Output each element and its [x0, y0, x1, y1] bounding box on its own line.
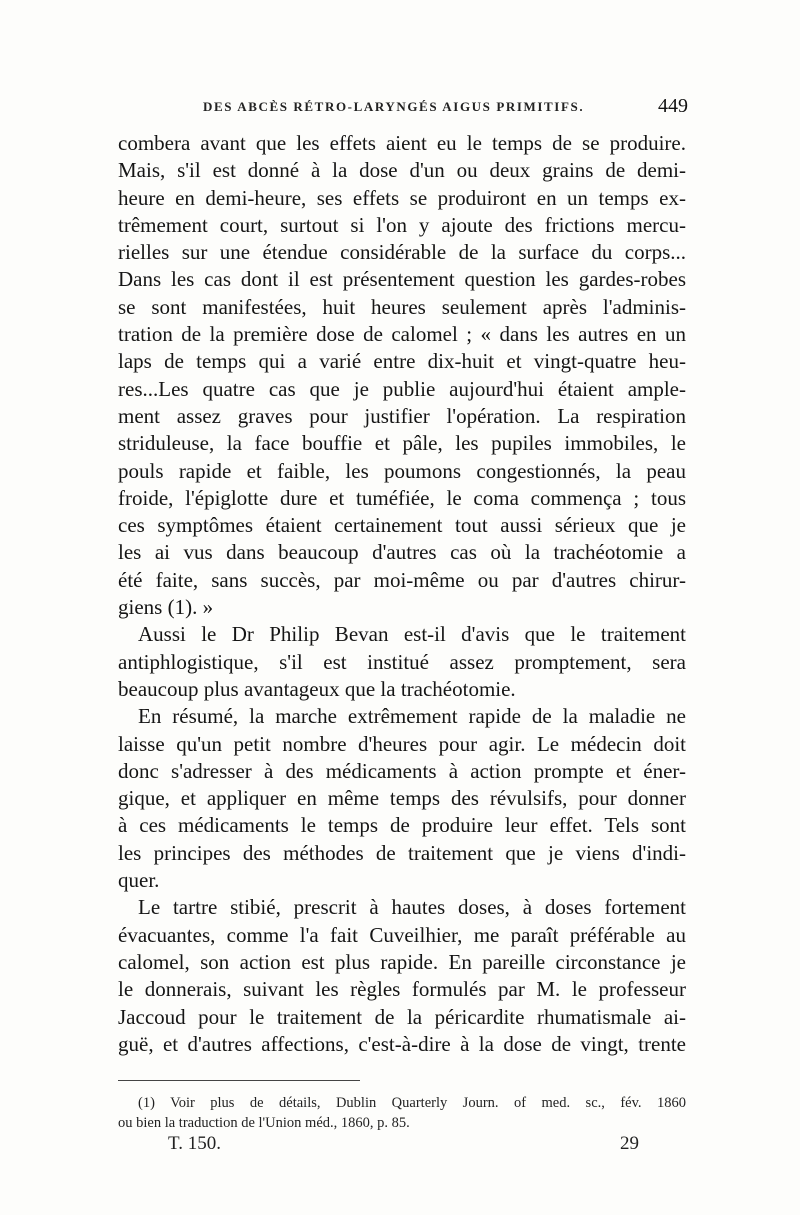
text-line: les principes des méthodes de traitement que je viens d'indi-: [118, 840, 686, 865]
text-line: les ai vus dans beaucoup d'autres cas où la trachéotomie a: [118, 540, 686, 565]
text-line: Jaccoud pour le traitement de la péricardite rhumatismale ai-: [118, 1004, 686, 1029]
text-line: trêmement court, surtout si l'on y ajoute des frictions mercu-: [118, 212, 686, 237]
text-line: res...Les quatre cas que je publie aujourd'hui étaient ample-: [118, 376, 686, 401]
text-line: rielles sur une étendue considérable de la surface du corps...: [118, 240, 686, 265]
footnote-line: (1) Voir plus de détails, Dublin Quarterly Journ. of med. sc., fév. 1860: [138, 1095, 686, 1111]
running-title: DES ABCÈS RÉTRO-LARYNGÉS AIGUS PRIMITIFS.: [203, 99, 585, 114]
text-line: le donnerais, suivant les règles formulés par M. le professeur: [118, 977, 686, 1002]
footnote-line: ou bien la traduction de l'Union méd., 1860, p. 85.: [118, 1115, 410, 1131]
text-line: donc s'adresser à des médicaments à action prompte et éner-: [118, 758, 686, 783]
text-line: guë, et d'autres affections, c'est-à-dire à la dose de vingt, trente: [118, 1031, 686, 1056]
text-line: froide, l'épiglotte dure et tuméfiée, le coma commença ; tous: [118, 485, 686, 510]
text-line: pouls rapide et faible, les poumons congestionnés, la peau: [118, 458, 686, 483]
footnote-rule: [118, 1080, 360, 1081]
text-line: quer.: [118, 868, 160, 893]
text-line: antiphlogistique, s'il est institué assez promptement, sera: [118, 649, 686, 674]
text-line: se sont manifestées, huit heures seulement après l'adminis-: [118, 294, 686, 319]
text-line: laps de temps qui a varié entre dix-huit et vingt-quatre heu-: [118, 349, 686, 374]
text-line: striduleuse, la face bouffie et pâle, les pupiles immobiles, le: [118, 431, 686, 456]
running-head: [118, 97, 688, 119]
footnote: [118, 1093, 686, 1133]
text-line: Aussi le Dr Philip Bevan est-il d'avis que le traitement: [138, 622, 686, 647]
text-line: à ces médicaments le temps de produire leur effet. Tels sont: [118, 813, 686, 838]
text-line: En résumé, la marche extrêmement rapide de la maladie ne: [138, 704, 686, 729]
signature-mark: T. 150.: [168, 1133, 221, 1154]
sheet-number: 29: [620, 1133, 639, 1154]
text-line: Le tartre stibié, prescrit à hautes doses, à doses fortement: [138, 895, 686, 920]
text-line: ment assez graves pour justifier l'opération. La respiration: [118, 403, 686, 428]
text-line: tration de la première dose de calomel ; « dans les autres en un: [118, 322, 686, 347]
page-number: 449: [658, 95, 688, 117]
text-line: évacuantes, comme l'a fait Cuveilhier, me paraît préférable au: [118, 922, 686, 947]
text-line: Mais, s'il est donné à la dose d'un ou deux grains de demi-: [118, 158, 686, 183]
body-text: [118, 130, 686, 1058]
text-line: beaucoup plus avantageux que la trachéotomie.: [118, 676, 516, 701]
text-line: calomel, son action est plus rapide. En pareille circonstance je: [118, 949, 686, 974]
text-line: giens (1). »: [118, 595, 214, 620]
text-line: ces symptômes étaient certainement tout aussi sérieux que je: [118, 513, 686, 538]
text-line: combera avant que les effets aient eu le temps de se produire.: [118, 131, 686, 155]
text-line: gique, et appliquer en même temps des révulsifs, pour donner: [118, 786, 686, 811]
text-line: Dans les cas dont il est présentement question les gardes-robes: [118, 267, 686, 292]
text-line: heure en demi-heure, ses effets se produiront en un temps ex-: [118, 185, 686, 210]
text-line: laisse qu'un petit nombre d'heures pour agir. Le médecin doit: [118, 731, 686, 756]
text-line: été faite, sans succès, par moi-même ou par d'autres chirur-: [118, 567, 686, 592]
